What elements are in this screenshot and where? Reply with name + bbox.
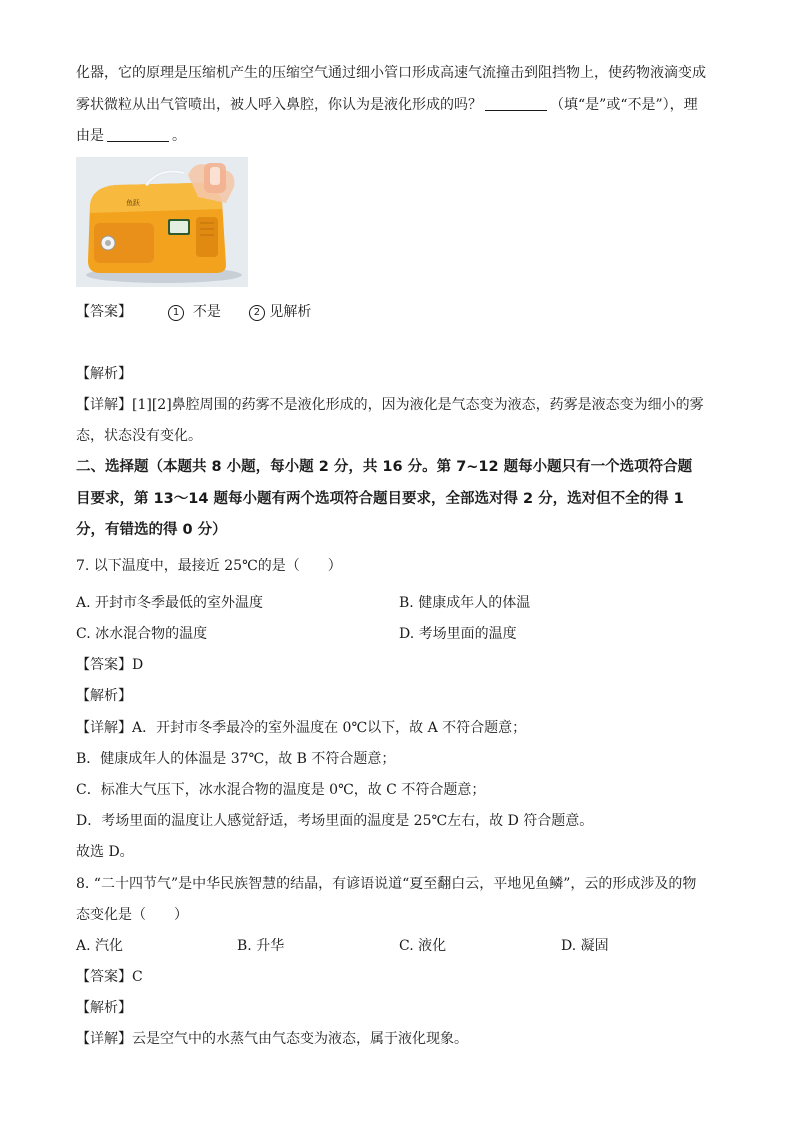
section2-line-2: 目要求，第 13～14 题每小题有两个选项符合题目要求，全部选对得 2 分，选对但不全的得 1 [76,491,684,507]
q6-ans1-number: 1 [168,305,184,321]
intro-line-2-a: 雾状微粒从出气管喷出，被人呼入鼻腔，你认为是液化形成的吗？ [76,97,482,113]
q7-option-c: C. 冰水混合物的温度 [76,626,208,642]
q6-ans2-number: 2 [249,305,265,321]
q7-conclusion: 故选 D。 [76,844,134,860]
intro-line-2-b: （填“是”或“不是”），理 [550,97,698,113]
q6-answer-row [76,302,726,322]
q8-option-b: B. 升华 [237,938,285,954]
q7-detail-2: B．健康成年人的体温是 37℃，故 B 不符合题意； [76,751,396,767]
q7-option-a: A. 开封市冬季最低的室外温度 [76,595,264,611]
intro-line-3-b: 。 [172,128,186,144]
q7-answer: 【答案】D [76,657,144,673]
section2-line-1: 二、选择题（本题共 8 小题，每小题 2 分，共 16 分。第 7~12 题每小题只有一个选项符合题 [76,459,693,475]
q8-stem-line-1: 8. “二十四节气”是中华民族智慧的结晶，有谚语说道“夏至翻白云，平地见鱼鳞”，云的形成涉及的物 [76,876,697,892]
q7-detail-3: C．标准大气压下，冰水混合物的温度是 0℃，故 C 不符合题意； [76,782,486,798]
q7-stem: 7. 以下温度中，最接近 25℃的是（ ） [76,558,342,574]
q7-detail-1: 【详解】A．开封市冬季最冷的室外温度在 0℃以下，故 A 不符合题意； [76,720,527,736]
q8-option-c: C. 液化 [399,938,447,954]
intro-line-1: 化器，它的原理是压缩机产生的压缩空气通过细小管口形成高速气流撞击到阻挡物上，使药物液滴变成 [76,65,706,81]
q8-answer: 【答案】C [76,969,143,985]
q6-answer-label: 【答案】 [76,304,132,320]
intro-line-2 [76,95,726,115]
q8-detail-1: 【详解】云是空气中的水蒸气由气态变为液态，属于液化现象。 [76,1031,468,1047]
q6-analysis-label: 【解析】 [76,366,132,382]
q7-option-b: B. 健康成年人的体温 [399,595,531,611]
q6-ans2: 见解析 [269,304,312,320]
q6-detail-line-1: 【详解】[1][2]鼻腔周围的药雾不是液化形成的，因为液化是气态变为液态，药雾是液态变为细小的雾 [76,397,704,413]
answer-blank-2 [107,127,169,142]
q7-option-d: D. 考场里面的温度 [399,626,517,642]
q8-option-a: A. 汽化 [76,938,124,954]
intro-line-3 [76,126,726,146]
q8-option-d: D. 凝固 [561,938,609,954]
q6-ans1: 不是 [192,304,221,320]
intro-line-3-a: 由是 [76,128,104,144]
section2-line-3: 分，有错选的得 0 分） [76,522,227,538]
answer-blank-1 [485,96,547,111]
q8-analysis-label: 【解析】 [76,1000,132,1016]
nebulizer-illustration [76,157,248,287]
brand-logo: 鱼跃 [126,199,140,207]
q7-analysis-label: 【解析】 [76,688,132,704]
q7-detail-4: D．考场里面的温度让人感觉舒适，考场里面的温度是 25℃左右，故 D 符合题意。 [76,813,594,829]
q6-detail-line-2: 态，状态没有变化。 [76,428,202,444]
q8-stem-line-2: 态变化是（ ） [76,907,188,923]
nebulizer-image [76,157,248,287]
